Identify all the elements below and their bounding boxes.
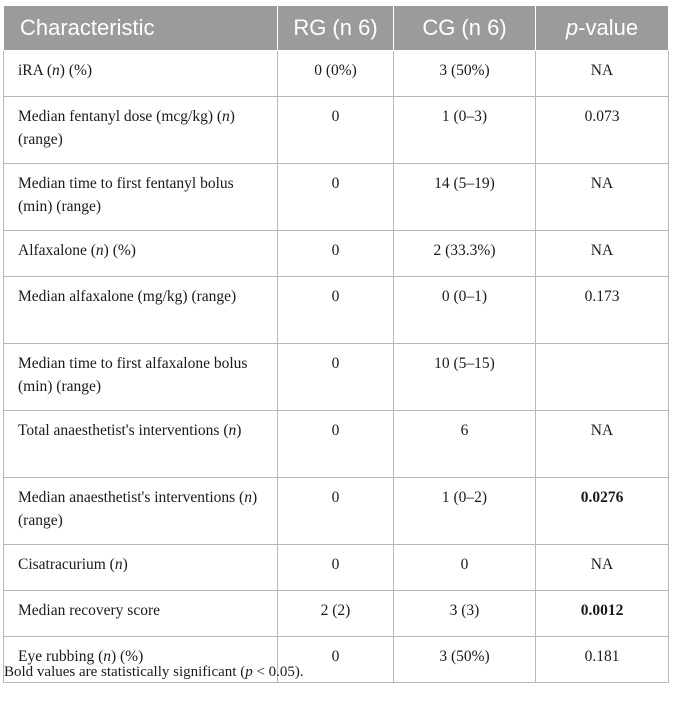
p-value: NA bbox=[536, 411, 669, 478]
table-row bbox=[4, 478, 669, 545]
cg-value: 2 (33.3%) bbox=[394, 231, 536, 277]
results-table-container bbox=[3, 5, 668, 683]
row-label: Median recovery score bbox=[4, 591, 278, 637]
table-row bbox=[4, 545, 669, 591]
rg-value: 0 bbox=[278, 277, 394, 344]
table-row bbox=[4, 591, 669, 637]
header-p-value: p-value bbox=[536, 6, 669, 51]
rg-value: 0 bbox=[278, 97, 394, 164]
p-value-significant: 0.0276 bbox=[536, 478, 669, 545]
row-label: Eye rubbing (n) (%) bbox=[4, 637, 278, 683]
results-table bbox=[3, 5, 669, 683]
row-label: Median time to first fentanyl bolus (min) (range) bbox=[4, 164, 278, 231]
rg-value: 0 bbox=[278, 164, 394, 231]
rg-value: 0 bbox=[278, 344, 394, 411]
table-row bbox=[4, 344, 669, 411]
rg-value: 0 bbox=[278, 411, 394, 478]
row-label: Median alfaxalone (mg/kg) (range) bbox=[4, 277, 278, 344]
p-value: NA bbox=[536, 231, 669, 277]
header-rg: RG (n 6) bbox=[278, 6, 394, 51]
rg-value: 0 bbox=[278, 637, 394, 683]
cg-value: 0 bbox=[394, 545, 536, 591]
row-label: Median time to first alfaxalone bolus (min) (range) bbox=[4, 344, 278, 411]
table-row bbox=[4, 231, 669, 277]
table-footnote: Bold values are statistically significant (p < 0.05). bbox=[4, 664, 304, 680]
table-row bbox=[4, 97, 669, 164]
header-p-italic: p bbox=[565, 15, 579, 40]
table-body bbox=[4, 51, 669, 683]
table-row bbox=[4, 411, 669, 478]
cg-value: 6 bbox=[394, 411, 536, 478]
cg-value: 0 (0–1) bbox=[394, 277, 536, 344]
p-value: NA bbox=[536, 545, 669, 591]
p-value: 0.181 bbox=[536, 637, 669, 683]
rg-value: 0 bbox=[278, 231, 394, 277]
rg-value: 0 bbox=[278, 545, 394, 591]
header-characteristic: Characteristic bbox=[4, 6, 278, 51]
cg-value: 10 (5–15) bbox=[394, 344, 536, 411]
header-row bbox=[4, 6, 669, 51]
cg-value: 14 (5–19) bbox=[394, 164, 536, 231]
cg-value: 3 (3) bbox=[394, 591, 536, 637]
rg-value: 0 (0%) bbox=[278, 51, 394, 97]
table-row bbox=[4, 277, 669, 344]
cg-value: 1 (0–2) bbox=[394, 478, 536, 545]
row-label: iRA (n) (%) bbox=[4, 51, 278, 97]
p-value: NA bbox=[536, 51, 669, 97]
p-value: NA bbox=[536, 164, 669, 231]
row-label: Median fentanyl dose (mcg/kg) (n) (range) bbox=[4, 97, 278, 164]
cg-value: 3 (50%) bbox=[394, 637, 536, 683]
table-row bbox=[4, 164, 669, 231]
p-value-significant: 0.0012 bbox=[536, 591, 669, 637]
p-value bbox=[536, 344, 669, 411]
rg-value: 0 bbox=[278, 478, 394, 545]
cg-value: 1 (0–3) bbox=[394, 97, 536, 164]
table-header bbox=[4, 6, 669, 51]
rg-value: 2 (2) bbox=[278, 591, 394, 637]
row-label: Alfaxalone (n) (%) bbox=[4, 231, 278, 277]
table-row bbox=[4, 51, 669, 97]
p-value: 0.073 bbox=[536, 97, 669, 164]
header-cg: CG (n 6) bbox=[394, 6, 536, 51]
row-label: Median anaesthetist's interventions (n) (range) bbox=[4, 478, 278, 545]
row-label: Cisatracurium (n) bbox=[4, 545, 278, 591]
cg-value: 3 (50%) bbox=[394, 51, 536, 97]
p-value: 0.173 bbox=[536, 277, 669, 344]
row-label: Total anaesthetist's interventions (n) bbox=[4, 411, 278, 478]
